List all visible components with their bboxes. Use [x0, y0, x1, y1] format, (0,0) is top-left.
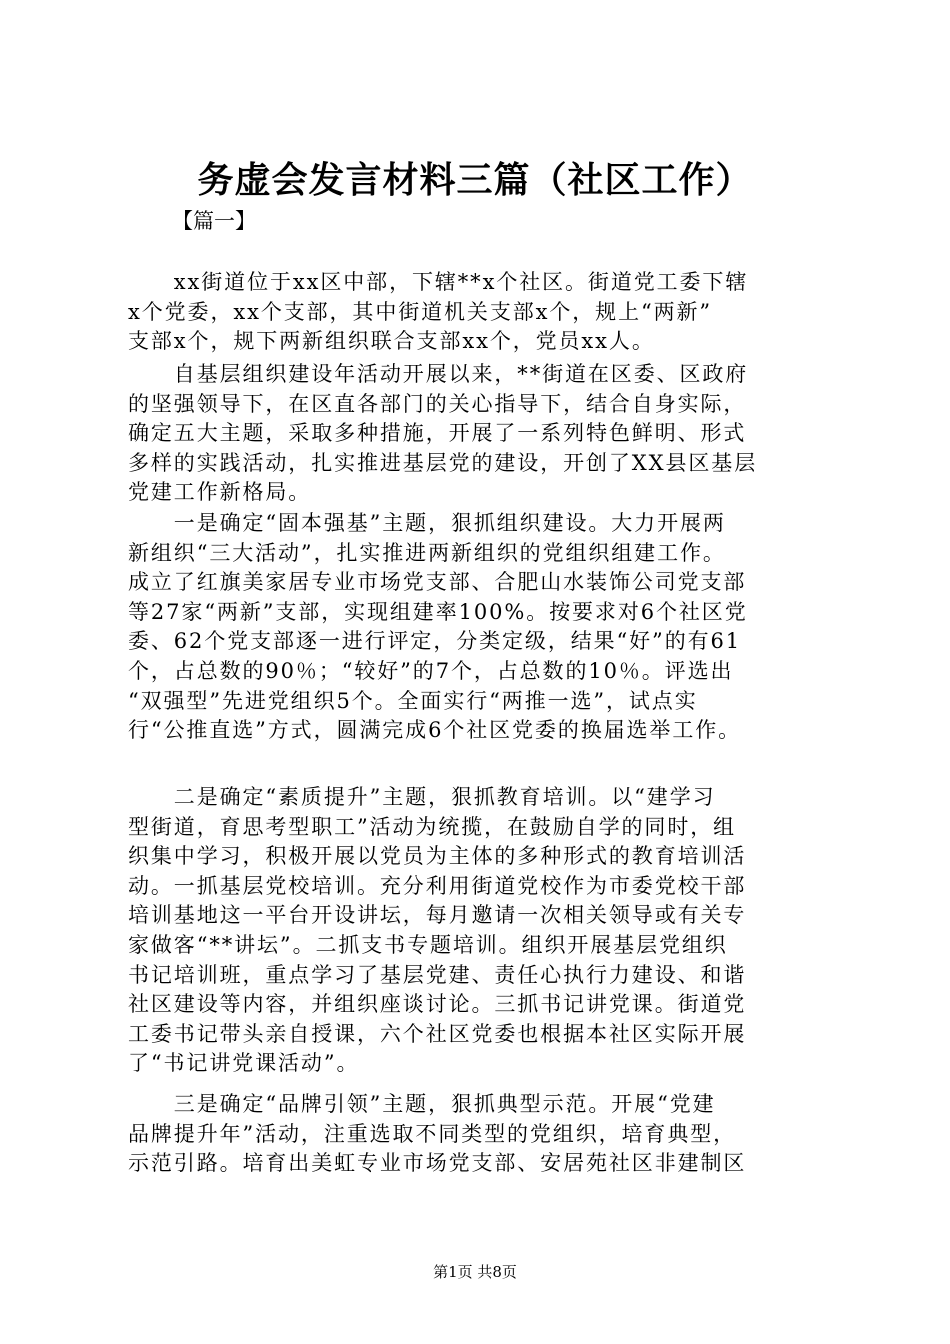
- text-line: 工委书记带头亲自授课，六个社区党委也根据本社区实际开展: [128, 1021, 747, 1046]
- section-heading: 【篇一】: [172, 209, 256, 233]
- text-line: x个党委，xx个支部，其中街道机关支部x个，规上“两新”: [128, 299, 713, 324]
- paragraph-2: [128, 360, 828, 508]
- text-line: 自基层组织建设年活动开展以来，**街道在区委、区政府: [128, 362, 749, 386]
- text-line: “双强型”先进党组织5个。全面实行“两推一选”，试点实: [128, 688, 698, 713]
- paragraph-4: [128, 783, 828, 1079]
- text-line: 成立了红旗美家居专业市场党支部、合肥山水装饰公司党支部: [128, 570, 747, 595]
- document-title: 务虚会发言材料三篇（社区工作）: [197, 159, 753, 201]
- text-line: 一是确定“固本强基”主题，狠抓组织建设。大力开展两: [128, 511, 726, 535]
- text-line: 培训基地这一平台开设讲坛，每月邀请一次相关领导或有关专: [128, 903, 747, 928]
- text-line: 品牌提升年”活动，注重选取不同类型的党组织，培育典型，: [128, 1121, 737, 1146]
- text-line: 的坚强领导下，在区直各部门的关心指导下，结合自身实际，: [128, 391, 747, 416]
- paragraph-5: [128, 1090, 828, 1179]
- page-footer: 第1页 共8页: [433, 1263, 517, 1281]
- text-line: 家做客“**讲坛”。二抓支书专题培训。组织开展基层党组织: [128, 932, 728, 957]
- text-line: 委、62个党支部逐一进行评定，分类定级，结果“好”的有61: [128, 629, 742, 654]
- text-line: xx街道位于xx区中部，下辖**x个社区。街道党工委下辖: [128, 270, 749, 294]
- text-line: 行“公推直选”方式，圆满完成6个社区党委的换届选举工作。: [128, 718, 742, 743]
- text-line: 多样的实践活动，扎实推进基层党的建设，开创了XX县区基层: [128, 450, 758, 475]
- text-line: 新组织“三大活动”，扎实推进两新组织的党组织组建工作。: [128, 540, 726, 565]
- paragraph-3: [128, 509, 828, 746]
- text-line: 书记培训班，重点学习了基层党建、责任心执行力建设、和谐: [128, 962, 747, 987]
- text-line: 二是确定“素质提升”主题，狠抓教育培训。以“建学习: [128, 785, 716, 809]
- text-line: 了“书记讲党课活动”。: [128, 1051, 360, 1076]
- text-line: 等27家“两新”支部，实现组建率100%。按要求对6个社区党: [128, 599, 748, 624]
- text-line: 动。一抓基层党校培训。充分利用街道党校作为市委党校干部: [128, 873, 747, 898]
- text-line: 社区建设等内容，并组织座谈讨论。三抓书记讲党课。街道党: [128, 992, 747, 1017]
- paragraph-1: [128, 268, 828, 357]
- text-line: 型街道，育思考型职工”活动为统揽，在鼓励自学的同时，组: [128, 814, 737, 839]
- text-line: 织集中学习，积极开展以党员为主体的多种形式的教育培训活: [128, 844, 747, 869]
- text-line: 确定五大主题，采取多种措施，开展了一系列特色鲜明、形式: [128, 421, 747, 446]
- text-line: 党建工作新格局。: [128, 480, 312, 505]
- text-line: 个，占总数的90％；“较好”的7个，占总数的10％。评选出: [128, 658, 734, 683]
- text-line: 三是确定“品牌引领”主题，狠抓典型示范。开展“党建: [128, 1092, 716, 1116]
- text-line: 示范引路。培育出美虹专业市场党支部、安居苑社区非建制区: [128, 1151, 747, 1176]
- text-line: 支部x个，规下两新组织联合支部xx个，党员xx人。: [128, 329, 655, 354]
